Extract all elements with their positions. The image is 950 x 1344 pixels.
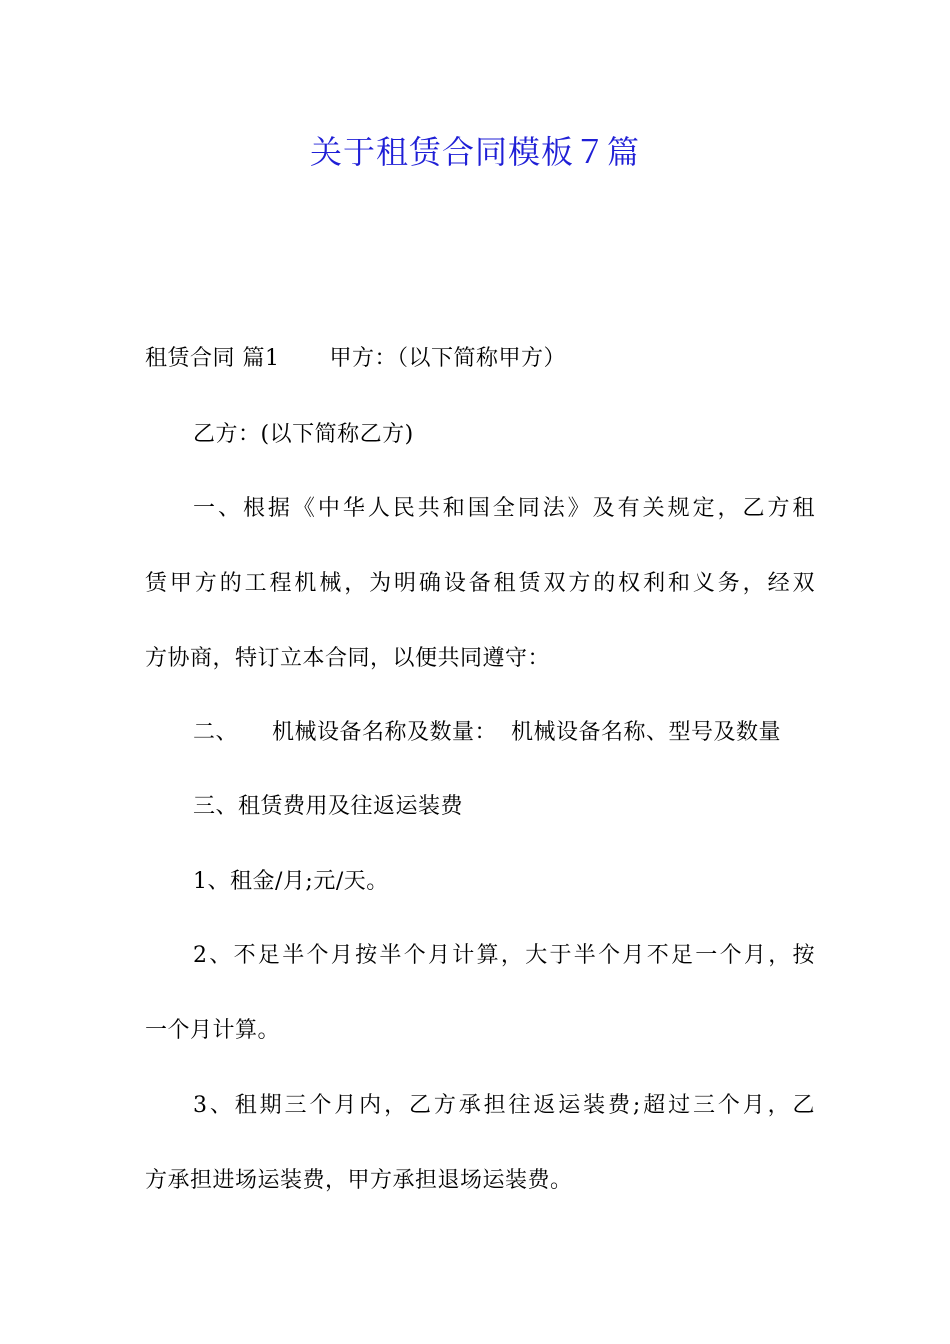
- paragraph-line: 赁甲方的工程机械，为明确设备租赁双方的权利和义务，经双: [145, 571, 815, 596]
- paragraph-line: 一个月计算。: [145, 1018, 281, 1043]
- paragraph-line: 一、根据《中华人民共和国全同法》及有关规定，乙方租: [193, 496, 815, 521]
- equipment-heading: 机械设备名称及数量：: [272, 720, 498, 745]
- paragraph-line: 2、不足半个月按半个月计算，大于半个月不足一个月，按: [193, 943, 815, 968]
- section-number: 二、: [193, 720, 239, 745]
- contract-section-label: 租赁合同 篇1: [145, 346, 280, 371]
- document-title: 关于租赁合同模板７篇: [309, 133, 640, 171]
- paragraph-line: 3、租期三个月内，乙方承担往返运装费;超过三个月，乙: [193, 1093, 815, 1118]
- paragraph-line: 方协商，特订立本合同，以便共同遵守：: [145, 646, 551, 671]
- paragraph-line: 1、租金/月;元/天。: [193, 869, 389, 894]
- line-equipment: [193, 717, 815, 749]
- party-b-line: 乙方：(以下简称乙方): [193, 422, 414, 447]
- paragraph-line: 方承担进场运装费，甲方承担退场运装费。: [145, 1168, 573, 1193]
- equipment-detail: 机械设备名称、型号及数量: [511, 720, 782, 745]
- section-heading: 三、租赁费用及往返运装费: [193, 794, 464, 819]
- party-a-label: 甲方：（以下简称甲方）: [329, 346, 567, 371]
- line-contract-heading: [145, 343, 815, 375]
